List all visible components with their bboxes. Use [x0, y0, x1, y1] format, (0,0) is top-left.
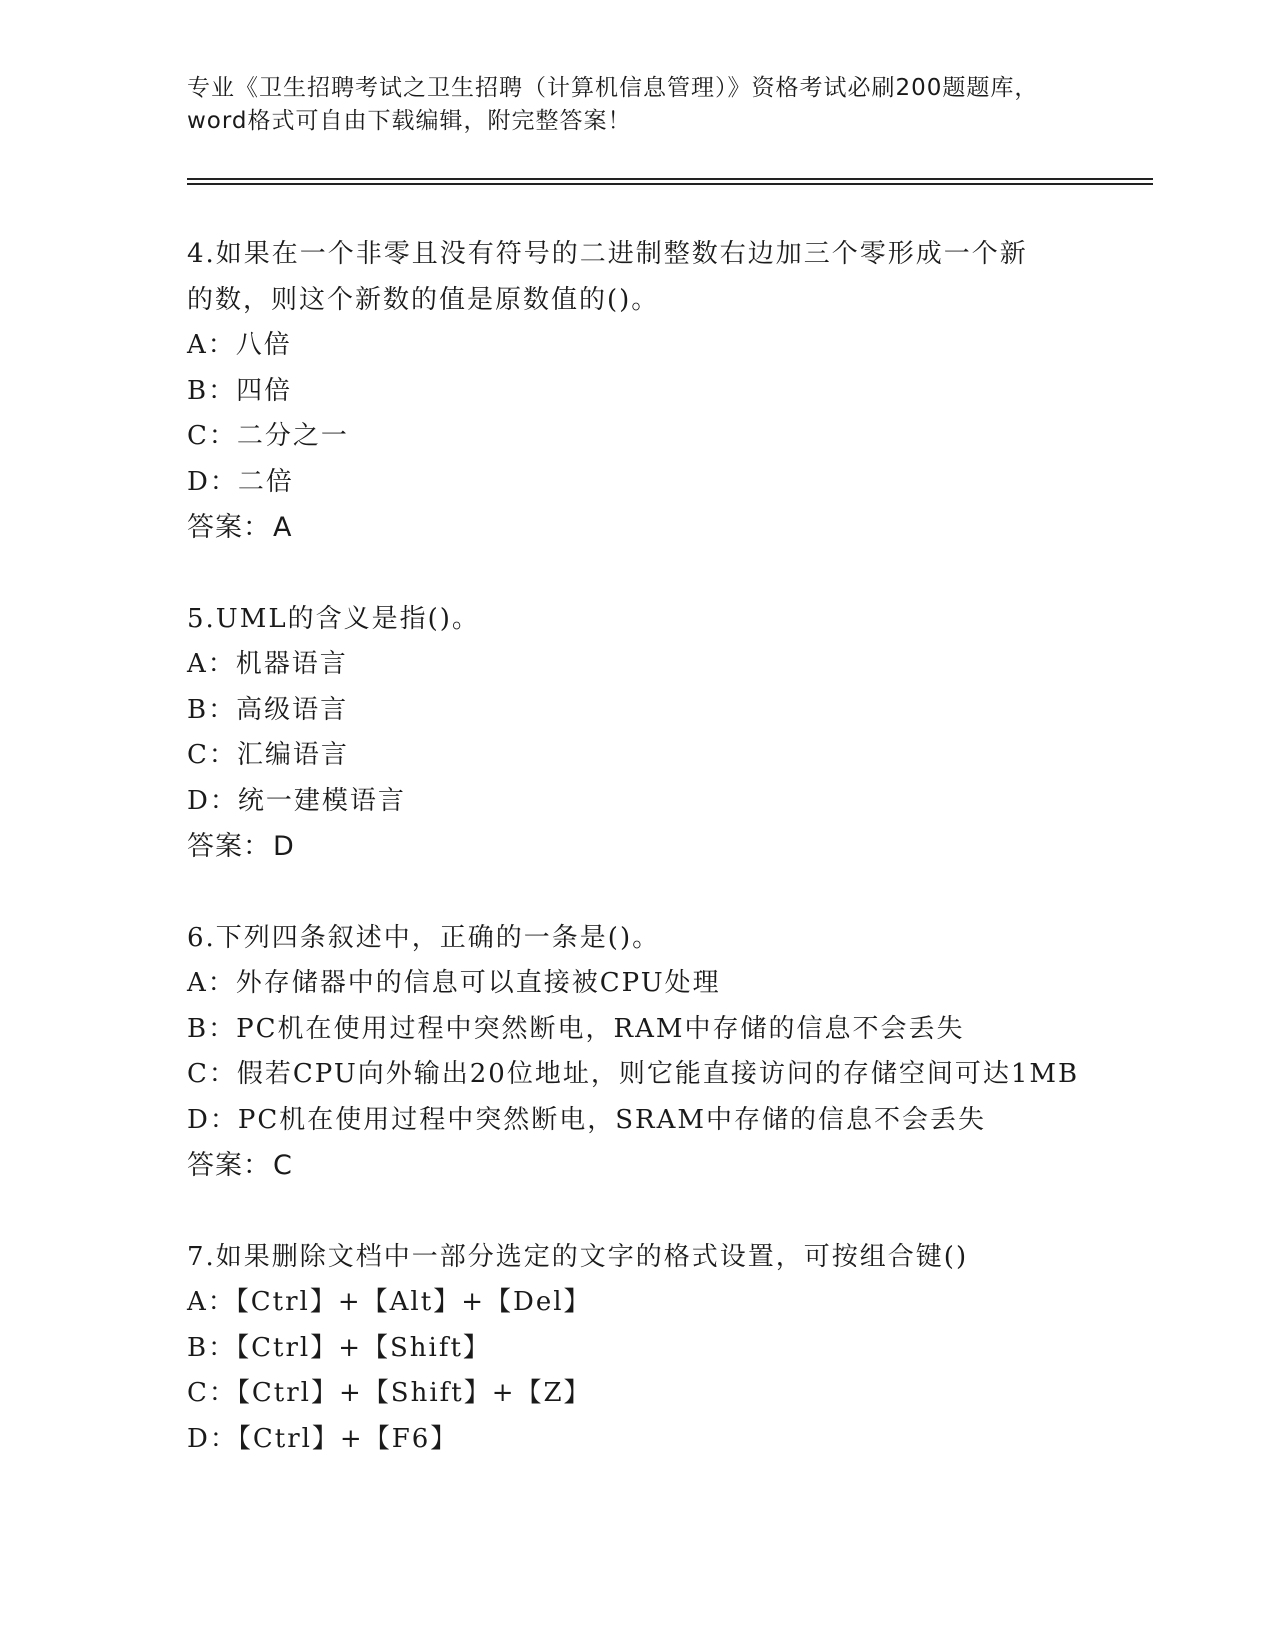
header-divider-top	[187, 178, 1153, 180]
option-a: A：外存储器中的信息可以直接被CPU处理	[187, 968, 721, 998]
question-stem-line: 的数，则这个新数的值是原数值的()。	[187, 284, 660, 315]
option-d: D：PC机在使用过程中突然断电，SRAM中存储的信息不会丢失	[187, 1104, 987, 1135]
answer-label: 答案：	[187, 512, 271, 543]
answer	[187, 505, 1187, 551]
option-a: A：八倍	[187, 330, 292, 360]
question-stem-line: 7.如果删除文档中一部分选定的文字的格式设置，可按组合键()	[187, 1241, 969, 1272]
answer	[187, 824, 1187, 870]
option-c: C：汇编语言	[187, 740, 349, 770]
question-stem-line: 5.UML的含义是指()。	[187, 603, 480, 634]
option-b: B：高级语言	[187, 694, 349, 725]
answer	[187, 1143, 1187, 1189]
option-c: C：假若CPU向外输出20位地址，则它能直接访问的存储空间可达1MB	[187, 1059, 1080, 1089]
question-stem-line: 4.如果在一个非零且没有符号的二进制整数右边加三个零形成一个新	[187, 239, 1028, 269]
answer-value: A	[273, 512, 293, 543]
answer-value: D	[273, 831, 295, 862]
header-divider-bottom	[187, 183, 1153, 185]
header-line-2: word格式可自由下载编辑，附完整答案！	[187, 108, 632, 134]
option-a: A：机器语言	[187, 649, 348, 679]
option-b: B：【Ctrl】+【Shift】	[187, 1332, 491, 1363]
question-6	[187, 916, 1187, 1189]
question-7	[187, 1235, 1187, 1463]
option-b: B：PC机在使用过程中突然断电，RAM中存储的信息不会丢失	[187, 1013, 965, 1044]
option-c: C：【Ctrl】+【Shift】+【Z】	[187, 1378, 592, 1408]
answer-label: 答案：	[187, 1150, 271, 1181]
question-stem-line: 6.下列四条叙述中，正确的一条是()。	[187, 922, 661, 953]
option-b: B：四倍	[187, 375, 293, 406]
question-list	[187, 232, 1187, 1508]
question-5	[187, 597, 1187, 870]
option-d: D：统一建模语言	[187, 785, 406, 816]
option-c: C：二分之一	[187, 421, 349, 451]
option-d: D：二倍	[187, 466, 294, 497]
document-header	[187, 72, 1087, 138]
option-d: D：【Ctrl】+【F6】	[187, 1423, 459, 1454]
answer-label: 答案：	[187, 831, 271, 862]
question-4	[187, 232, 1187, 551]
header-line-1: 专业《卫生招聘考试之卫生招聘（计算机信息管理）》资格考试必刷200题题库，	[187, 75, 1039, 101]
answer-value: C	[273, 1150, 293, 1181]
option-a: A：【Ctrl】+【Alt】+【Del】	[187, 1287, 592, 1317]
